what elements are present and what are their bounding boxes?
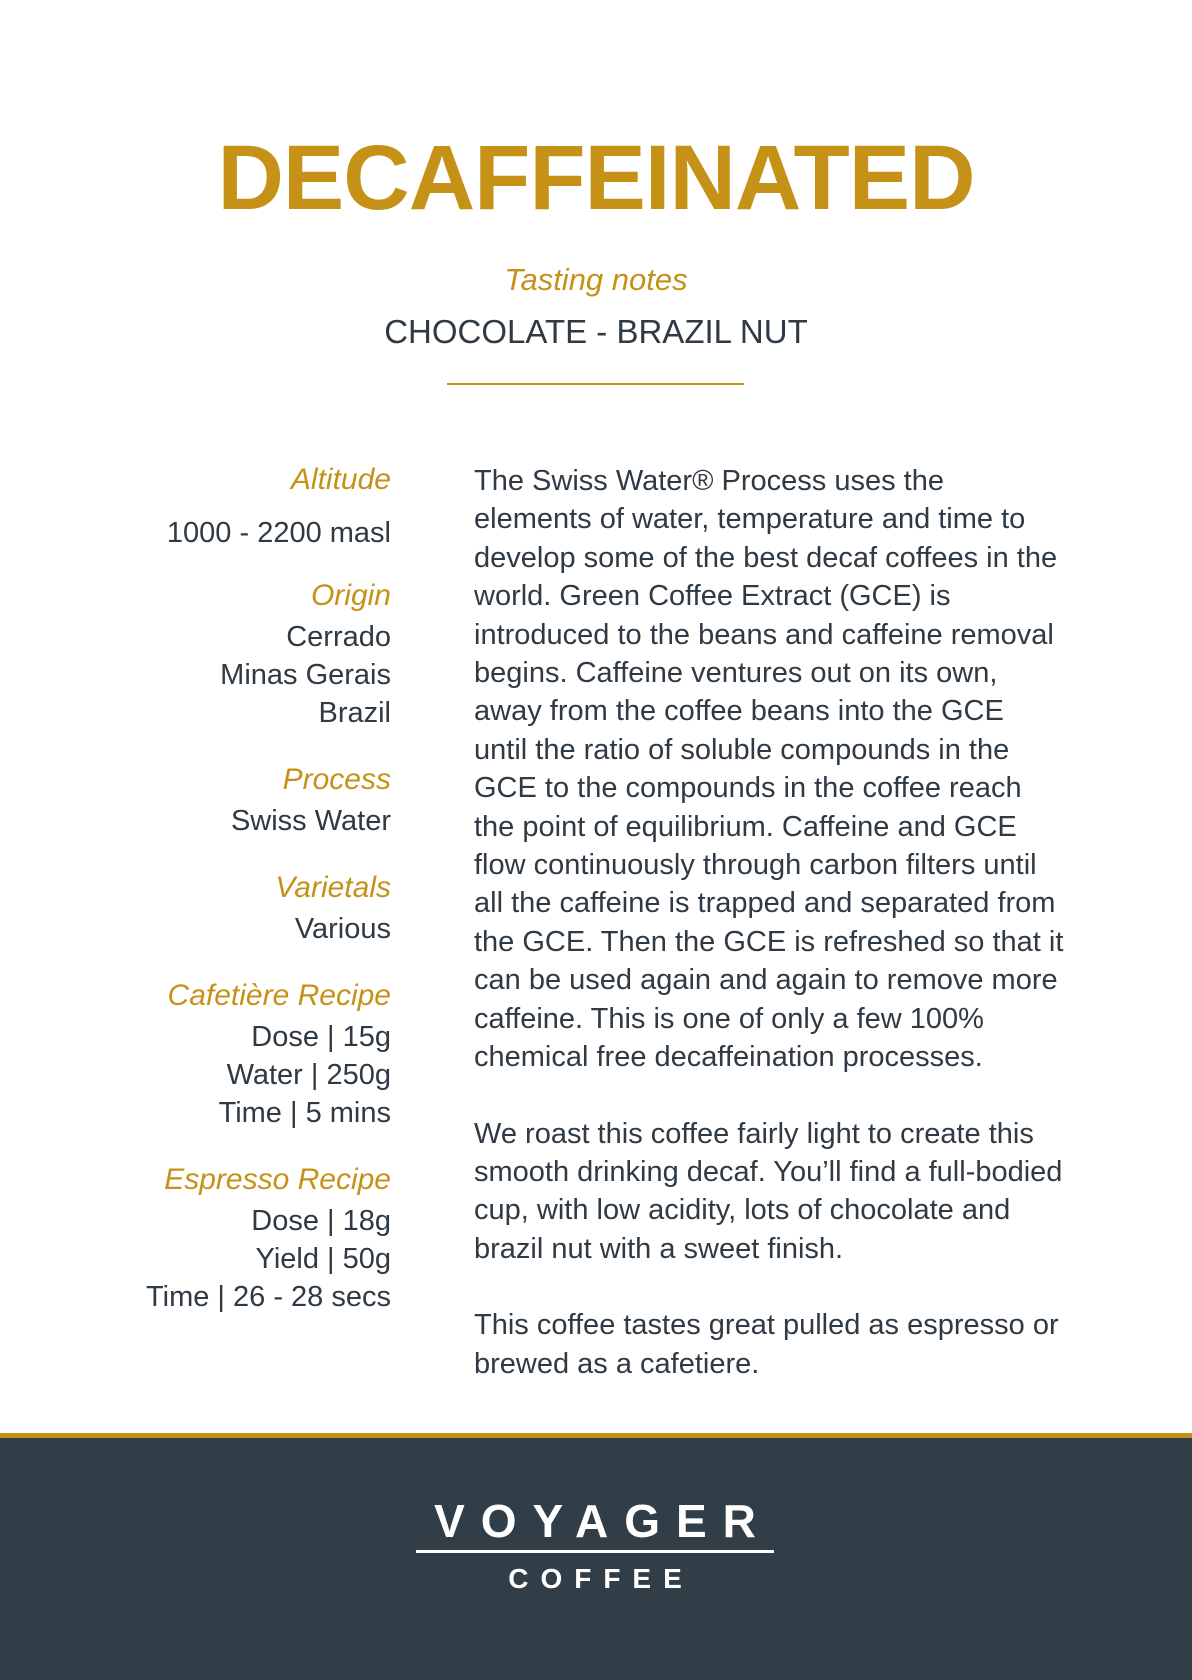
altitude-value [120,514,391,552]
altitude-label: Altitude [290,463,391,496]
description-paragraph: The Swiss Water® Process uses the elements of water, temperature and time to develop some of the best decaf coffees in the world. Green Coffee Extract (GCE) is introduced to the beans and caffeine removal begins. Caffeine ventures out on its own, away from the coffee beans into the GCE until the ratio of soluble compounds in the GCE to the compounds in the coffee reach the point of equilibrium. Caffeine and GCE flow continuously through carbon filters until all the caffeine is trapped and separated from the GCE. Then the GCE is refreshed so that it can be used again and again to remove more caffeine. This is one of only a few 100% chemical free decaffeination processes. [474,465,1064,1074]
process-value [120,802,391,840]
espresso-recipe-value [120,1202,391,1316]
tasting-notes-label: Tasting notes [504,262,688,297]
process-value-text: Swiss Water [230,805,391,837]
origin-line: Brazil [318,697,391,729]
page-title: DECAFFEINATED [217,127,975,229]
origin-line: Cerrado [286,621,391,653]
process-label: Process [282,763,391,796]
varietals-value-text: Various [294,913,391,945]
voyager-coffee-logo [416,1495,774,1595]
varietals-value [120,910,391,948]
origin-label: Origin [310,579,391,612]
origin-value [120,618,391,732]
recipe-line: Dose | 15g [251,1021,391,1053]
altitude-value-text: 1000 - 2200 masl [166,517,391,549]
coffee-details [120,458,391,1316]
description-paragraph: We roast this coffee fairly light to create this smooth drinking decaf. You’ll find a full-bodied cup, with low acidity, lots of chocolate and brazil nut with a sweet finish. [474,1117,1063,1265]
description-paragraph: This coffee tastes great pulled as espresso or brewed as a cafetiere. [474,1309,1059,1380]
recipe-line: Time | 5 mins [218,1097,391,1129]
origin-line: Minas Gerais [220,659,391,691]
espresso-recipe-label: Espresso Recipe [164,1163,391,1196]
cafetiere-recipe-label: Cafetière Recipe [167,979,391,1012]
logo-wordmark: VOYAGER [416,1498,774,1553]
recipe-line: Yield | 50g [255,1243,391,1275]
cafetiere-recipe-value [120,1018,391,1132]
footer [0,1438,1192,1680]
recipe-line: Dose | 18g [251,1205,391,1237]
varietals-label: Varietals [275,871,391,904]
recipe-line: Water | 250g [226,1059,391,1091]
logo-subtitle: COFFEE [508,1563,694,1594]
coffee-description [474,462,1064,1421]
tasting-notes-value: CHOCOLATE - BRAZIL NUT [384,313,808,350]
recipe-line: Time | 26 - 28 secs [146,1281,391,1313]
header-divider [447,383,744,385]
